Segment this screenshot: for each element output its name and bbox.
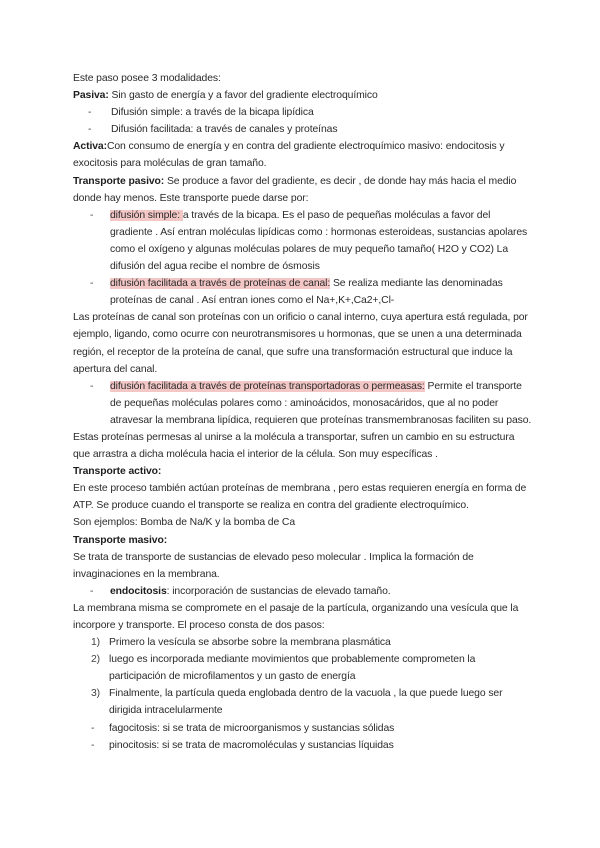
permeasas-paragraph: Estas proteínas permesas al unirse a la molécula a transportar, sufren un cambio en su estructura que arrastra a dicha molécula hacia el interior de la célula. Son muy específicas .: [73, 431, 515, 461]
endocitosis-term: endocitosis: [110, 585, 167, 597]
numbered-step: [73, 685, 533, 719]
transporte-activo-text: En este proceso también actúan proteínas de membrana , pero estas requieren energía en forma de ATP. Se produce cuando el transporte se realiza en contra del gradiente electroquímico.: [73, 483, 527, 512]
difusion-canal-highlight: difusión facilitada a través de proteínas de canal:: [110, 278, 331, 290]
membrana-paragraph: La membrana misma se compromete en el pasaje de la partícula, organizando una vesícula que la incorpore y transporte. El proceso consta de dos pasos:: [73, 602, 519, 631]
difusion-simple-highlight: difusión simple:: [110, 209, 183, 221]
list-item: [73, 737, 533, 754]
dash-marker: -: [90, 380, 94, 392]
dash-marker: -: [90, 278, 94, 290]
transporte-masivo-term: Transporte masivo:: [73, 534, 168, 546]
fagocitosis-item: fagocitosis: si se trata de microorganismos y sustancias sólidas: [109, 722, 395, 734]
transporte-pasivo-paragraph: [73, 173, 533, 207]
list-item: [73, 378, 533, 429]
difusion-canal-text: Se realiza mediante las denominadas proteínas de canal . Así entran iones como el Na+,K+,Ca2+,Cl-: [110, 278, 503, 307]
transporte-activo-heading: [73, 463, 533, 480]
activa-term: Activa:: [73, 141, 107, 153]
dash-marker: -: [88, 124, 92, 136]
list-item: [73, 720, 533, 737]
dash-marker: -: [91, 722, 95, 734]
numbered-step: [73, 634, 533, 651]
document-body: [73, 70, 533, 754]
transporte-pasivo-text: Se produce a favor del gradiente, es decir , de donde hay más hacia el medio donde hay menos. Este transporte puede darse por:: [73, 175, 517, 204]
difusion-simple-text: a través de la bicapa. Es el paso de pequeñas moléculas a favor del gradiente . Así entran moléculas lipídicas como : hormonas esteroideas, sustancias apolares como el oxígeno y algunas moléculas polares de muy pequeño tamaño( H2O y CO2) La difusión del agua recibe el nombre de ósmosis: [110, 209, 528, 273]
step-text: Primero la vesícula se absorbe sobre la membrana plasmática: [109, 637, 391, 649]
difusion-permeasas-text: Permite el transporte de pequeñas moléculas polares como : aminoácidos, monosacáridos, que al no poder atravesar la membrana lipídica, requieren que proteínas transmembranosas faciliten su paso.: [110, 380, 532, 426]
step-number: 2): [91, 654, 101, 666]
canal-paragraph: Las proteínas de canal son proteínas con un orificio o canal interno, cuya apertura está regulada, por ejemplo, ligando, como ocurre con neurotransmisores u hormonas, que se unen a una determinada región, el receptor de la proteína de canal, que sufre una transformación estructural que induce la apertura del canal.: [73, 312, 528, 375]
difusion-permeasas-highlight: difusión facilitada a través de proteínas transportadoras o permeasas:: [110, 380, 425, 392]
list-item: [73, 583, 533, 600]
step-text: luego es incorporada mediante movimientos que probablemente comprometen la participación de microfilamentos y un gasto de energía: [109, 654, 476, 683]
dash-marker: -: [90, 585, 94, 597]
dash-marker: -: [90, 209, 94, 221]
list-item: [73, 121, 533, 138]
step-number: 1): [91, 637, 101, 649]
activa-text: Con consumo de energía y en contra del gradiente electroquímico masivo: endocitosis y exocitosis para moléculas de gran tamaño.: [73, 141, 505, 170]
list-item: [73, 275, 533, 309]
pasiva-item-1: Difusión simple: a través de la bicapa lipídica: [111, 107, 314, 119]
pasiva-item-2: Difusión facilitada: a través de canales y proteínas: [111, 124, 338, 136]
list-item: [73, 207, 533, 275]
pinocitosis-item: pinocitosis: si se trata de macromoléculas y sustancias líquidas: [109, 739, 394, 751]
step-text: Finalmente, la partícula queda englobada dentro de la vacuola , la que puede luego ser dirigida intracelularmente: [109, 688, 503, 717]
transporte-pasivo-term: Transporte pasivo:: [73, 175, 165, 187]
activa-paragraph: [73, 138, 533, 172]
numbered-step: [73, 651, 533, 685]
transporte-masivo-heading: [73, 532, 533, 549]
transporte-activo-examples: Son ejemplos: Bomba de Na/K y la bomba de Ca: [73, 517, 296, 529]
intro-line: Este paso posee 3 modalidades:: [73, 73, 221, 84]
list-item: [73, 104, 533, 121]
dash-marker: -: [88, 107, 92, 119]
step-number: 3): [91, 688, 101, 700]
transporte-masivo-text: Se trata de transporte de sustancias de elevado peso molecular . Implica la formación de invaginaciones en la membrana.: [73, 551, 474, 580]
pasiva-term: Pasiva:: [73, 90, 109, 102]
pasiva-text: Sin gasto de energía y a favor del gradiente electroquímico: [108, 90, 378, 102]
endocitosis-text: : incorporación de sustancias de elevado tamaño.: [166, 585, 391, 597]
pasiva-line: [73, 87, 533, 104]
transporte-activo-term: Transporte activo:: [73, 466, 162, 478]
dash-marker: -: [91, 739, 95, 751]
